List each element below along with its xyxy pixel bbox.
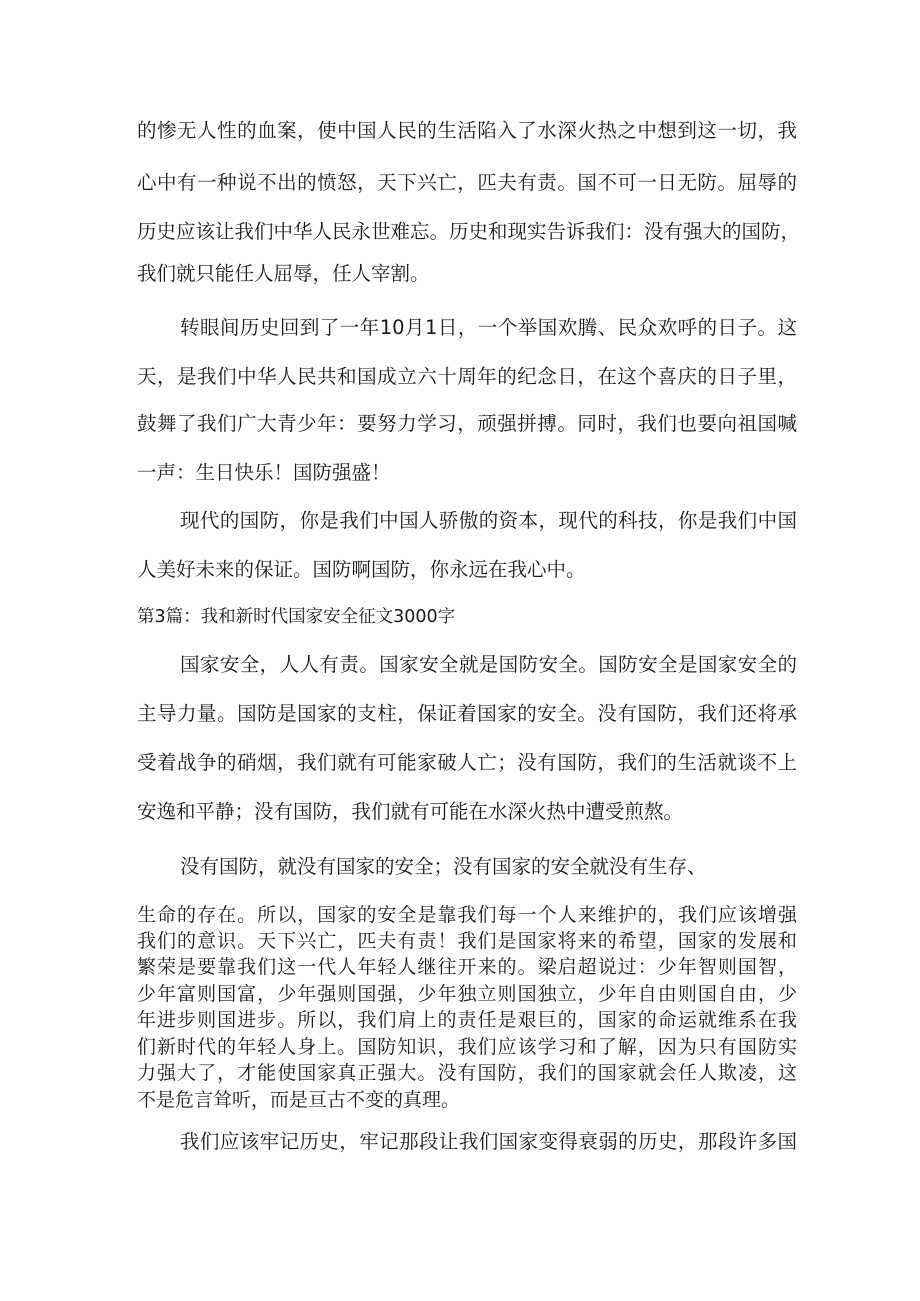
text-line: 力强大了，才能使国家真正强大。没有国防，我们的国家就会任人欺凌，这 [137, 1062, 797, 1084]
text-line: 心中有一种说不出的愤怒，天下兴亡，匹夫有责。国不可一日无防。屈辱的 [137, 171, 797, 194]
text-line: 少年富则国富，少年强则国强，少年独立则国独立，少年自由则国自由，少 [137, 983, 797, 1005]
text-line: 历史应该让我们中华人民永世难忘。历史和现实告诉我们：没有强大的国防， [137, 220, 801, 243]
text-line: 现代的国防，你是我们中国人骄傲的资本，现代的科技，你是我们中国 [180, 509, 797, 532]
text-line: 的惨无人性的血案，使中国人民的生活陷入了水深火热之中想到这一切，我 [137, 119, 797, 142]
text-line: 年进步则国进步。所以，我们肩上的责任是艰巨的，国家的命运就维系在我 [137, 1009, 797, 1031]
text-line: 不是危言耸听，而是亘古不变的真理。 [137, 1089, 461, 1111]
text-line: 我们应该牢记历史，牢记那段让我们国家变得衰弱的历史，那段许多国 [180, 1130, 797, 1153]
text-line: 国家安全，人人有责。国家安全就是国防安全。国防安全是国家安全的 [180, 653, 797, 676]
text-line: 繁荣是要靠我们这一代人年轻人继往开来的。梁启超说过：少年智则国智， [137, 956, 797, 978]
text-line: 们新时代的年轻人身上。国防知识，我们应该学习和了解，因为只有国防实 [137, 1036, 797, 1058]
text-line: 天，是我们中华人民共和国成立六十周年的纪念日，在这个喜庆的日子里， [137, 365, 797, 388]
section-heading: 第3篇：我和新时代国家安全征文3000字 [137, 607, 456, 627]
text-line: 人美好未来的保证。国防啊国防，你永远在我心中。 [137, 558, 586, 581]
text-line: 生命的存在。所以，国家的安全是靠我们每一个人来维护的，我们应该增强 [137, 904, 797, 926]
text-line: 鼓舞了我们广大青少年：要努力学习，顽强拼搏。同时，我们也要向祖国喊 [137, 412, 797, 435]
text-line: 我们的意识。天下兴亡，匹夫有责！我们是国家将来的希望，国家的发展和 [137, 930, 797, 952]
text-line: 一声：生日快乐！国防强盛！ [137, 461, 391, 484]
text-line: 主导力量。国防是国家的支柱，保证着国家的安全。没有国防，我们还将承 [137, 702, 797, 725]
text-line: 受着战争的硝烟，我们就有可能家破人亡；没有国防，我们的生活就谈不上 [137, 751, 797, 774]
text-line: 我们就只能任人屈辱，任人宰割。 [137, 262, 430, 285]
text-line: 转眼间历史回到了一年10月1日，一个举国欢腾、民众欢呼的日子。这 [180, 316, 797, 339]
text-line: 没有国防，就没有国家的安全；没有国家的安全就没有生存、 [180, 855, 707, 878]
text-line: 安逸和平静；没有国防，我们就有可能在水深火热中遭受煎熬。 [137, 800, 684, 823]
